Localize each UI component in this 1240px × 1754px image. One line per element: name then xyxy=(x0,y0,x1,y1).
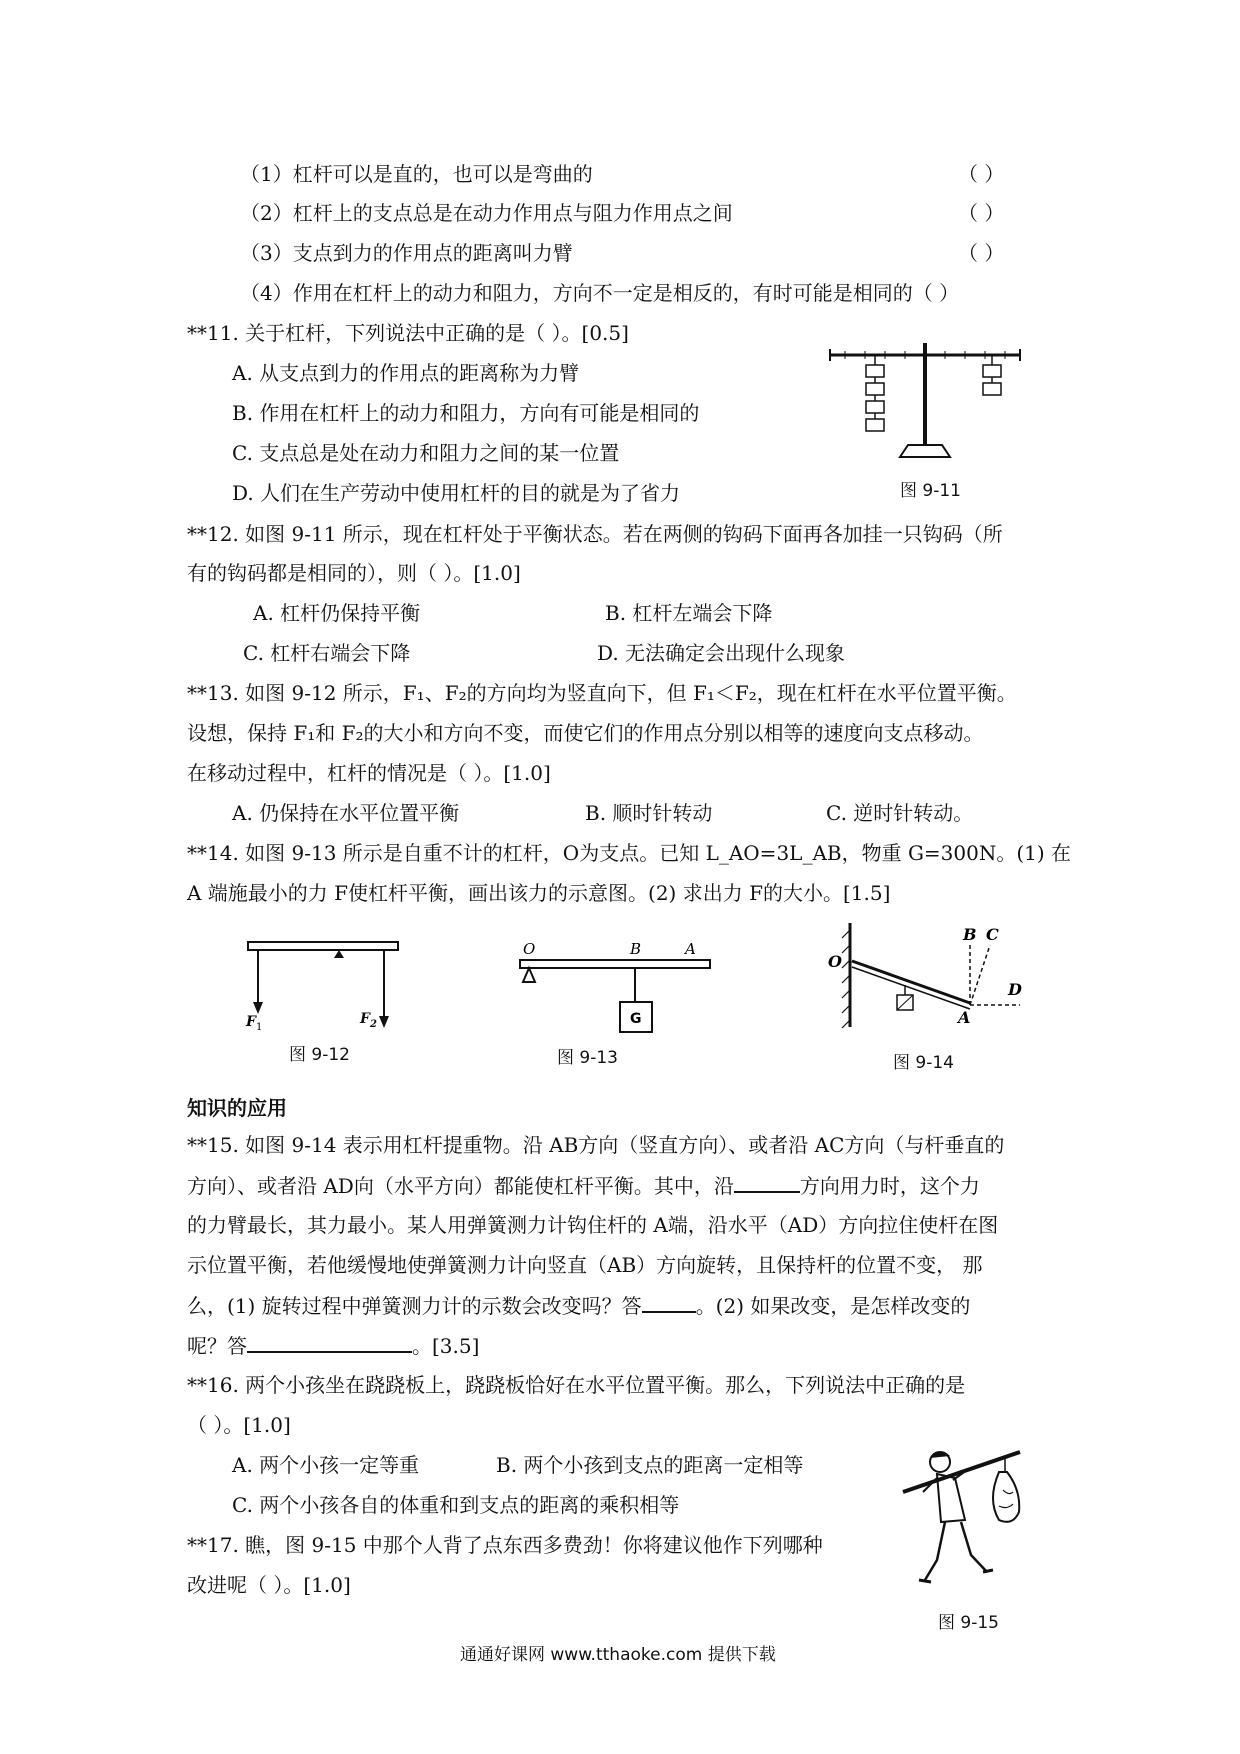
label-a: A xyxy=(958,1008,971,1027)
q13-line3: 在移动过程中，杠杆的情况是（ ）。[1.0] xyxy=(187,761,551,785)
q15-line2: 方向）、或者沿 AD向（水平方向）都能使杠杆平衡。其中，沿 方向用力时，这个力 xyxy=(187,1171,980,1200)
q14-line1: **14. 如图 9-13 所示是自重不计的杠杆，O为支点。已知 L_AO=3L_AB，物重 G=300N。(1) 在 xyxy=(187,841,1072,865)
label-f2: $F_2$ xyxy=(360,1011,377,1030)
label-a: A xyxy=(685,940,696,958)
q14-line2: A 端施最小的力 F使杠杆平衡，画出该力的示意图。(2) 求出力 F的大小。[1.5] xyxy=(187,881,891,905)
figure-9-14-lever xyxy=(820,915,1030,1035)
figure-9-15-caption: 图 9-15 xyxy=(938,1613,999,1633)
figure-9-12-lever xyxy=(240,930,410,1030)
figure-9-11-caption: 图 9-11 xyxy=(900,481,961,501)
q13-option-c: C. 逆时针转动。 xyxy=(826,801,974,825)
footer-source: 通通好课网 www.tthaoke.com 提供下载 xyxy=(460,1645,776,1665)
q12-stem-line1: **12. 如图 9-11 所示，现在杠杆处于平衡状态。若在两侧的钩码下面再各加挂一只钩码（所 xyxy=(187,522,1003,546)
figure-9-13-caption: 图 9-13 xyxy=(557,1048,618,1068)
q12-option-d: D. 无法确定会出现什么现象 xyxy=(597,641,846,665)
q17-line1: **17. 瞧，图 9-15 中那个人背了点东西多费劲！你将建议他作下列哪种 xyxy=(187,1533,823,1557)
q13-line2: 设想，保持 F₁和 F₂的大小和方向不变，而使它们的作用点分别以相等的速度向支点移动。 xyxy=(187,721,984,745)
figure-9-14-caption: 图 9-14 xyxy=(893,1053,954,1073)
q12-stem-line2: 有的钩码都是相同的），则（ ）。[1.0] xyxy=(187,561,521,585)
q11-stem: **11. 关于杠杆，下列说法中正确的是（ ）。[0.5] xyxy=(187,321,629,345)
figure-9-13-lever xyxy=(515,930,715,1035)
q16-line2: （ ）。[1.0] xyxy=(187,1413,291,1437)
q13-option-b: B. 顺时针转动 xyxy=(585,801,713,825)
q15-line6: 呢？答 。[3.5] xyxy=(187,1331,479,1360)
q10-item-3-paren: （ ） xyxy=(958,241,1005,265)
q15-line4: 示位置平衡，若他缓慢地使弹簧测力计向竖直（AB）方向旋转，且保持杆的位置不变， 那 xyxy=(187,1253,983,1277)
q15-blank-1[interactable] xyxy=(734,1171,800,1193)
figure-9-12-caption: 图 9-12 xyxy=(289,1045,350,1065)
figure-9-11-balance xyxy=(820,335,1030,465)
q12-option-a: A. 杠杆仍保持平衡 xyxy=(253,601,421,625)
label-b: B xyxy=(630,940,642,958)
label-c: C xyxy=(986,925,999,944)
q10-item-4: （4）作用在杠杆上的动力和阻力，方向不一定是相反的，有时可能是相同的（ ） xyxy=(240,281,960,305)
figure-9-15-man-carrying-load xyxy=(895,1430,1045,1590)
q15-blank-3[interactable] xyxy=(247,1331,412,1353)
q15-line3: 的力臂最长，其力最小。某人用弹簧测力计钩住杆的 A端，沿水平（AD）方向拉住使杆在图 xyxy=(187,1213,999,1237)
q10-item-1-paren: （ ） xyxy=(958,162,1005,186)
label-b: B xyxy=(963,925,977,944)
q13-option-a: A. 仍保持在水平位置平衡 xyxy=(232,801,460,825)
q16-option-b: B. 两个小孩到支点的距离一定相等 xyxy=(496,1453,804,1477)
q15-line1: **15. 如图 9-14 表示用杠杆提重物。沿 AB方向（竖直方向）、或者沿 AC方向（与杆垂直的 xyxy=(187,1133,1005,1157)
label-o: O xyxy=(523,940,536,958)
q11-option-a: A. 从支点到力的作用点的距离称为力臂 xyxy=(232,361,580,385)
q15-line5: 么，(1) 旋转过程中弹簧测力计的示数会改变吗？答 。(2) 如果改变，是怎样改变的 xyxy=(187,1291,970,1320)
label-d: D xyxy=(1008,980,1022,999)
q12-option-b: B. 杠杆左端会下降 xyxy=(605,601,773,625)
label-f1: F xyxy=(246,1014,256,1030)
q10-item-1: （1）杠杆可以是直的，也可以是弯曲的 xyxy=(240,162,593,186)
q11-option-c: C. 支点总是处在动力和阻力之间的某一位置 xyxy=(232,441,620,465)
q15-blank-2[interactable] xyxy=(642,1291,696,1313)
q16-option-c: C. 两个小孩各自的体重和到支点的距离的乘积相等 xyxy=(232,1493,680,1517)
q12-option-c: C. 杠杆右端会下降 xyxy=(243,641,411,665)
q17-line2: 改进呢（ ）。[1.0] xyxy=(187,1573,351,1597)
q13-line1: **13. 如图 9-12 所示，F₁、F₂的方向均为竖直向下，但 F₁＜F₂，现在杠杆在水平位置平衡。 xyxy=(187,681,1017,705)
label-f1-sub: 1 xyxy=(256,1022,263,1030)
q10-item-2: （2）杠杆上的支点总是在动力作用点与阻力作用点之间 xyxy=(240,201,733,225)
label-g: G xyxy=(630,1011,642,1027)
section-heading: 知识的应用 xyxy=(187,1096,287,1120)
q11-option-d: D. 人们在生产劳动中使用杠杆的目的就是为了省力 xyxy=(232,481,681,505)
q10-item-3: （3）支点到力的作用点的距离叫力臂 xyxy=(240,241,573,265)
q16-line1: **16. 两个小孩坐在跷跷板上，跷跷板恰好在水平位置平衡。那么，下列说法中正确的是 xyxy=(187,1373,966,1397)
q11-option-b: B. 作用在杠杆上的动力和阻力，方向有可能是相同的 xyxy=(232,401,700,425)
label-o: O xyxy=(828,952,842,971)
q10-item-2-paren: （ ） xyxy=(958,201,1005,225)
q16-option-a: A. 两个小孩一定等重 xyxy=(232,1453,420,1477)
